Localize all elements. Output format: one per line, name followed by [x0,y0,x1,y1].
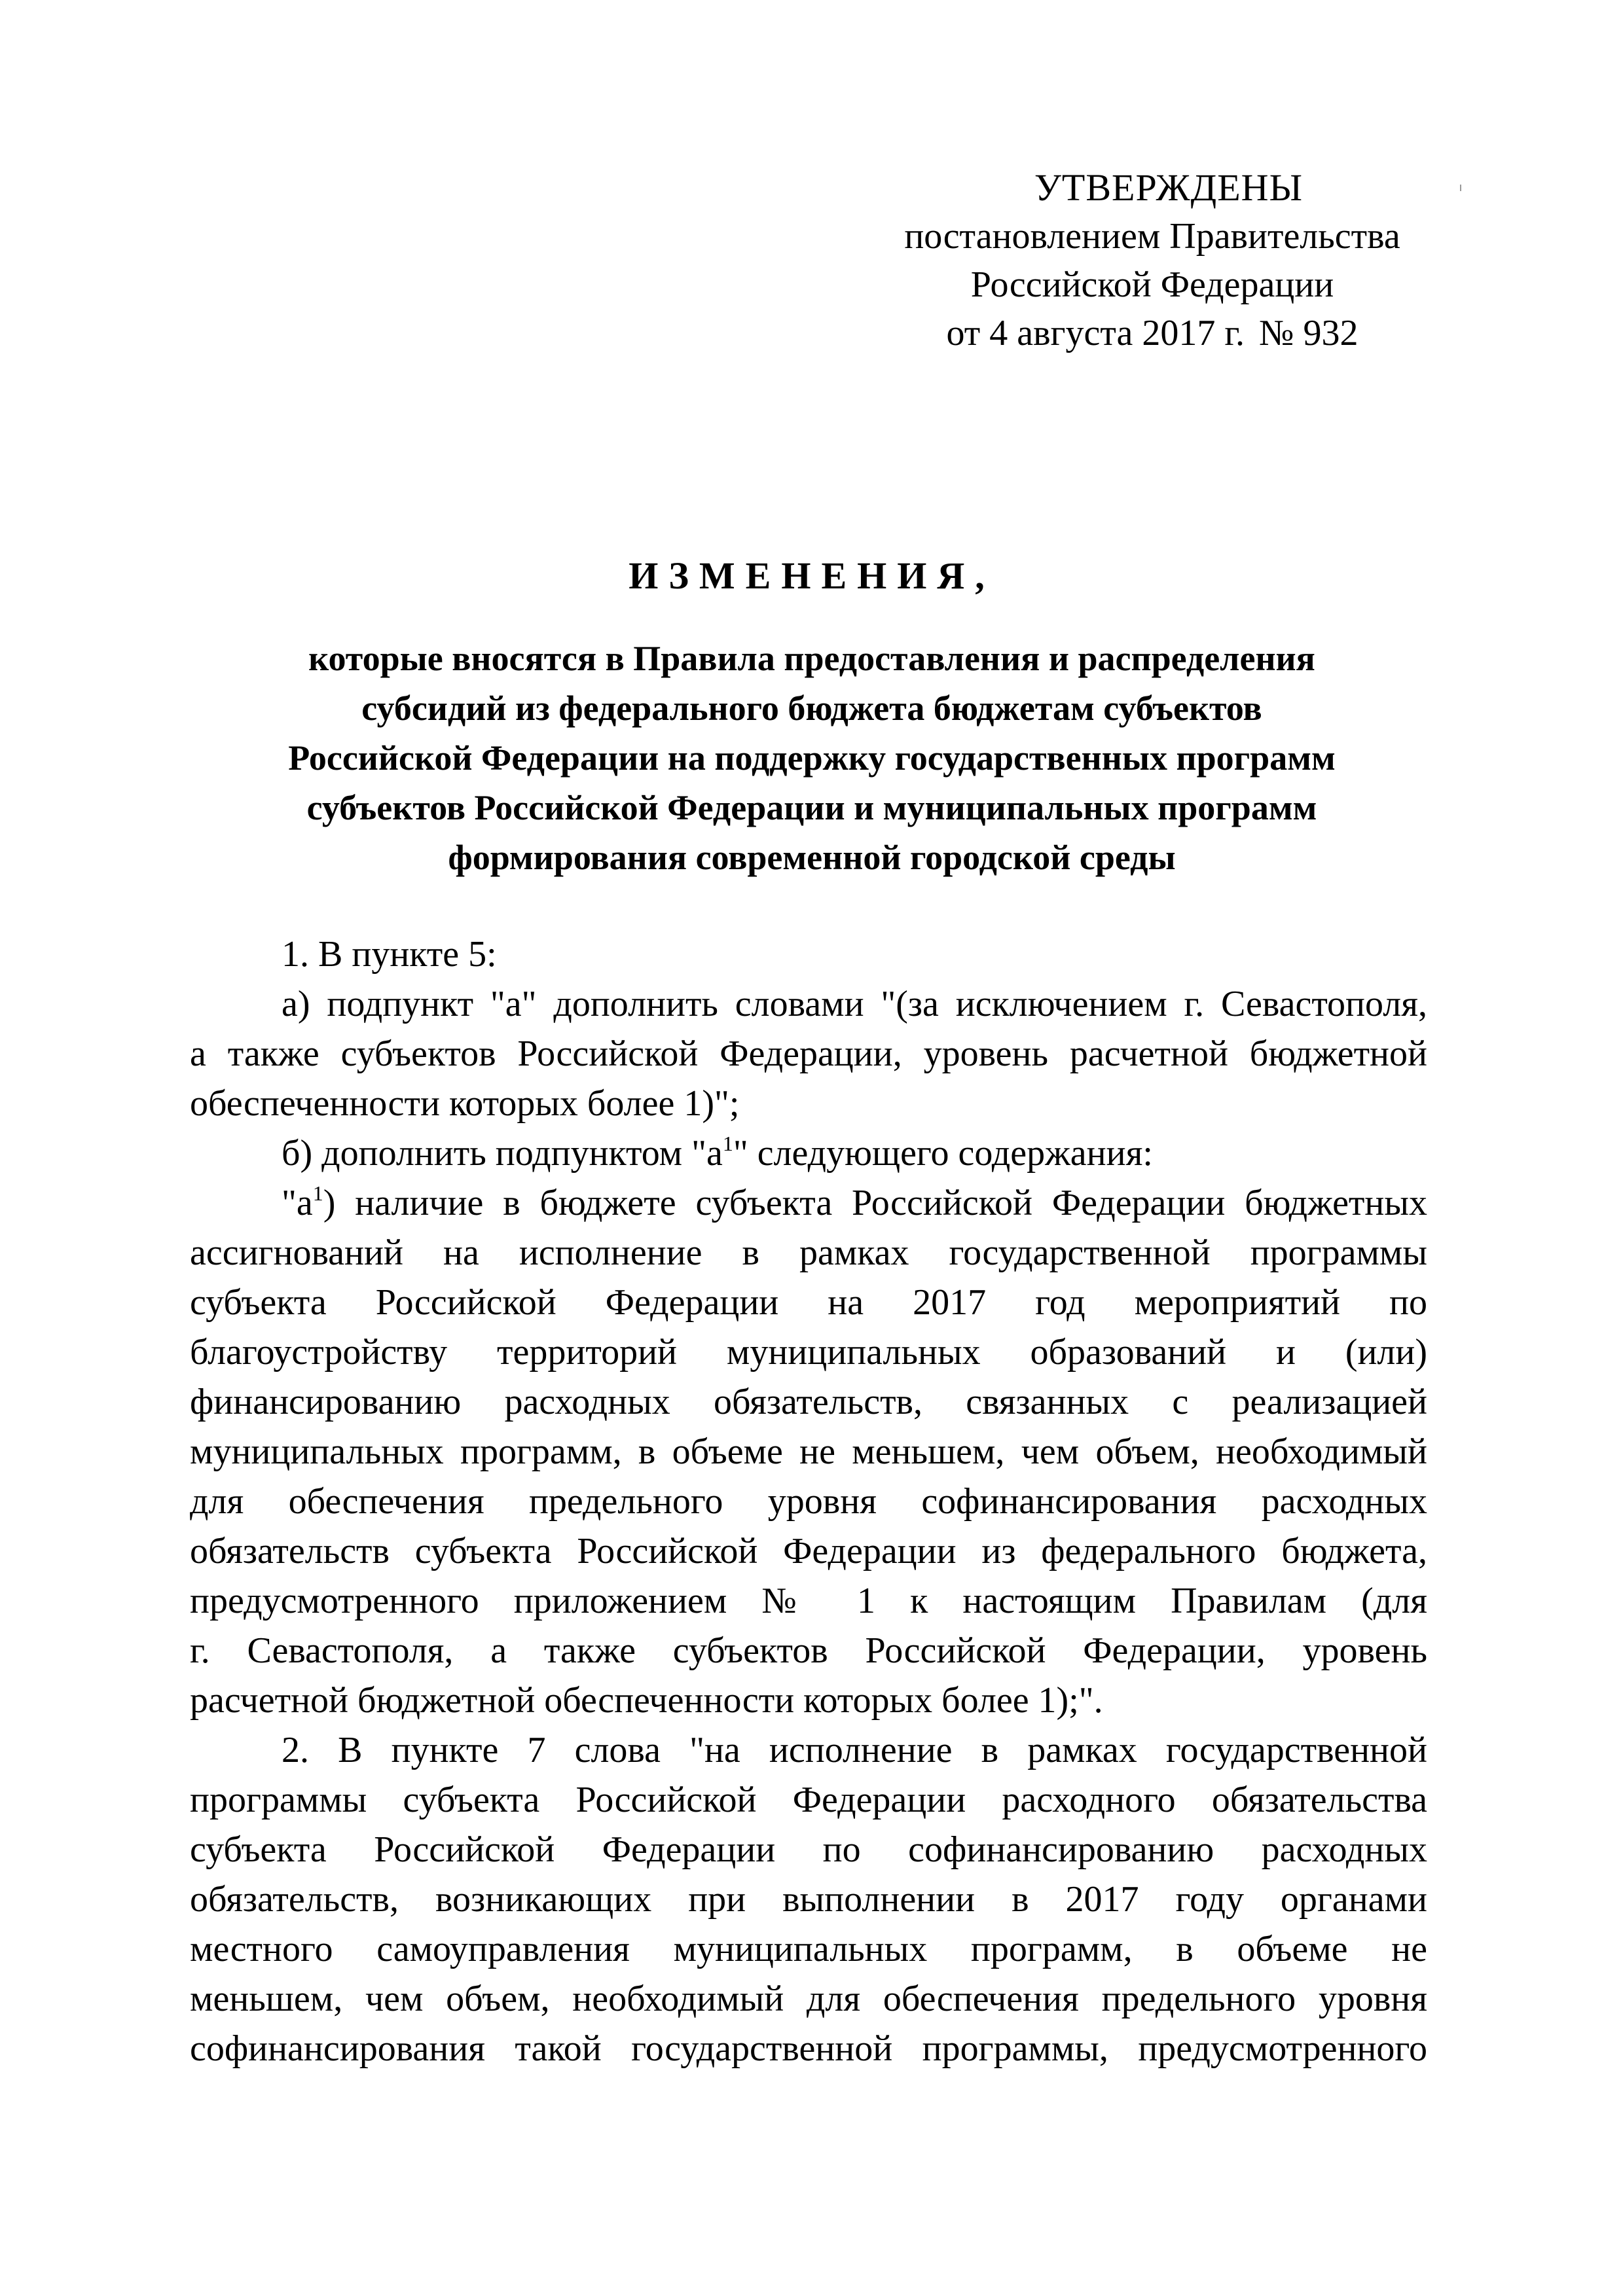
text-line: благоустройству территорий муниципальных образований и (или) [190,1332,1427,1372]
text-line: а) подпункт "а" дополнить словами "(за исключением г. Севастополя, [282,984,1427,1024]
subtitle-line: Российской Федерации на поддержку государственных программ [288,738,1336,778]
text-line: субъекта Российской Федерации на 2017 год мероприятий по [190,1282,1427,1323]
approval-line-2: Российской Федерации [970,264,1334,305]
text-line: софинансирования такой государственной программы, предусмотренного [190,2028,1427,2069]
paragraph-1 [190,929,1427,979]
paragraph-3 [190,1128,1427,1178]
decree-number: 932 [1303,313,1359,353]
text-line: г. Севастополя, а также субъектов Российской Федерации, уровень [190,1630,1427,1671]
text-line: обязательств субъекта Российской Федерации из федерального бюджета, [190,1531,1427,1571]
text-line: 1. В пункте 5: [282,934,497,975]
superscript: 1 [722,1132,733,1155]
paragraph-2 [190,979,1427,1128]
paragraph-5 [190,1725,1427,2073]
text-line: местного самоуправления муниципальных программ, в объеме не [190,1929,1427,1969]
text-fragment: ) наличие в бюджете субъекта Российской Федерации бюджетных [323,1183,1427,1223]
text-line: ассигнований на исполнение в рамках государственной программы [190,1232,1427,1273]
approval-date-line [838,309,1467,357]
superscript: 1 [312,1181,323,1205]
number-sign: № [1259,313,1294,353]
text-line: субъекта Российской Федерации по софинансированию расходных [190,1829,1427,1870]
text-line: предусмотренного приложением № 1 к настоящим Правилам (для [190,1581,1427,1621]
text-line [190,1128,1427,1178]
text-line: 2. В пункте 7 слова "на исполнение в рамках государственной [282,1730,1427,1770]
approval-date: от 4 августа 2017 г. [946,313,1245,353]
text-line: а также субъектов Российской Федерации, уровень расчетной бюджетной [190,1033,1427,1074]
text-line: обязательств, возникающих при выполнении в 2017 году органами [190,1879,1427,1920]
text-line: программы субъекта Российской Федерации расходного обязательства [190,1780,1427,1820]
approval-stamp [838,164,1467,357]
document-subtitle [190,634,1434,882]
text-line: обеспеченности которых более 1)"; [190,1083,740,1124]
approved-heading: УТВЕРЖДЕНЫ [1034,166,1304,209]
text-line: муниципальных программ, в объеме не меньшем, чем объем, необходимый [190,1431,1427,1472]
subtitle-line: формирования современной городской среды [448,838,1176,877]
text-fragment: "а [282,1183,313,1223]
approval-line-1: постановлением Правительства [904,216,1400,257]
paragraph-4 [190,1178,1427,1725]
text-line: для обеспечения предельного уровня софинансирования расходных [190,1481,1427,1522]
subtitle-line: субъектов Российской Федерации и муниципальных программ [306,788,1317,827]
title-block [190,550,1434,882]
document-title: ИЗМЕНЕНИЯ, [629,554,995,597]
document-body [190,929,1427,2073]
text-fragment: б) дополнить подпунктом "а [282,1133,723,1174]
text-line: расчетной бюджетной обеспеченности которых более 1);". [190,1680,1103,1721]
subtitle-line: субсидий из федерального бюджета бюджетам субъектов [361,689,1262,728]
text-line: меньшем, чем объем, необходимый для обеспечения предельного уровня [190,1979,1427,2019]
subtitle-line: которые вносятся в Правила предоставления и распределения [308,639,1315,678]
text-line [190,1178,1427,1228]
text-fragment: " следующего содержания: [733,1133,1153,1174]
text-line: финансированию расходных обязательств, связанных с реализацией [190,1382,1427,1422]
